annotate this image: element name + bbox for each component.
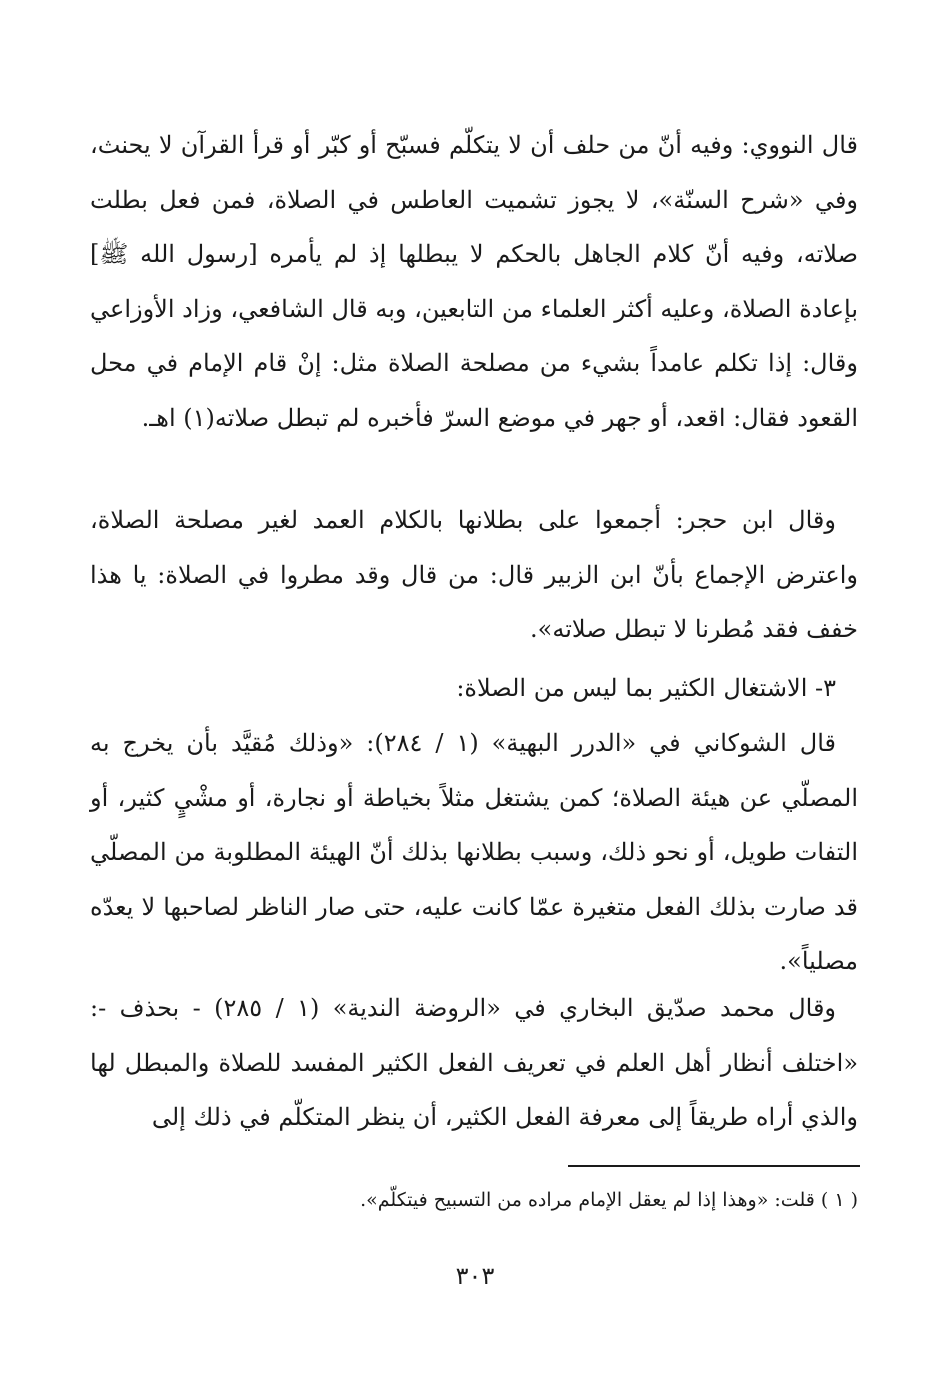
paragraph-shawkani: قال الشوكاني في «الدرر البهية» (١ / ٢٨٤): «وذلك مُقيَّد بأن يخرج به المصلّي عن هيئة الصلاة؛ كمن يشتغل مثلاً بخياطة أو نجارة، أو مشْيٍ كثير، أو التفات طويل، أو نحو ذلك، وسبب بطلانها بذلك أنّ الهيئة المطلوبة من المصلّي قد صارت بذلك الفعل متغيرة عمّا كانت عليه، حتى صار الناظر لصاحبها لا يعدّه مصلياً». bbox=[90, 729, 859, 975]
paragraph-ibn-hajar: وقال ابن حجر: أجمعوا على بطلانها بالكلام العمد لغير مصلحة الصلاة، واعترض الإجماع بأنّ ابن الزبير قال: من قال وقد مطروا في الصلاة: يا هذا خفف فقد مُطرنا لا تبطل صلاته». bbox=[90, 506, 858, 643]
footnote-divider bbox=[568, 1165, 860, 1167]
page-number: ٣٠٣ bbox=[455, 1262, 495, 1290]
section-heading: ٣- الاشتغال الكثير بما ليس من الصلاة: bbox=[456, 674, 836, 702]
paragraph-bukhari: وقال محمد صدّيق البخاري في «الروضة الندية» (١ / ٢٨٥) - بحذف -: «اختلف أنظار أهل العلم في تعريف الفعل الكثير المفسد للصلاة والمبطل لها والذي أراه طريقاً إلى معرفة الفعل الكثير، أن ينظر المتكلّم في ذلك إلى bbox=[90, 994, 858, 1131]
paragraph-nawawi: قال النووي: وفيه أنّ من حلف أن لا يتكلّم فسبّح أو كبّر أو قرأ القرآن لا يحنث، وفي «شرح السنّة»، لا يجوز تشميت العاطس في الصلاة، فمن فعل بطلت صلاته، وفيه أنّ كلام الجاهل بالحكم لا يبطلها إذ لم يأمره [رسول الله ﷺ] بإعادة الصلاة، وعليه أكثر العلماء من التابعين، وبه قال الشافعي، وزاد الأوزاعي وقال: إذا تكلم عامداً بشيء من مصلحة الصلاة مثل: إنْ قام الإمام في محل القعود فقال: اقعد، أو جهر في موضع السرّ فأخبره لم تبطل صلاته(١) اهـ. bbox=[90, 131, 858, 432]
footnote: ( ١ ) قلت: «وهذا إذا لم يعقل الإمام مراده من التسبيح فيتكلّم». bbox=[360, 1189, 858, 1211]
